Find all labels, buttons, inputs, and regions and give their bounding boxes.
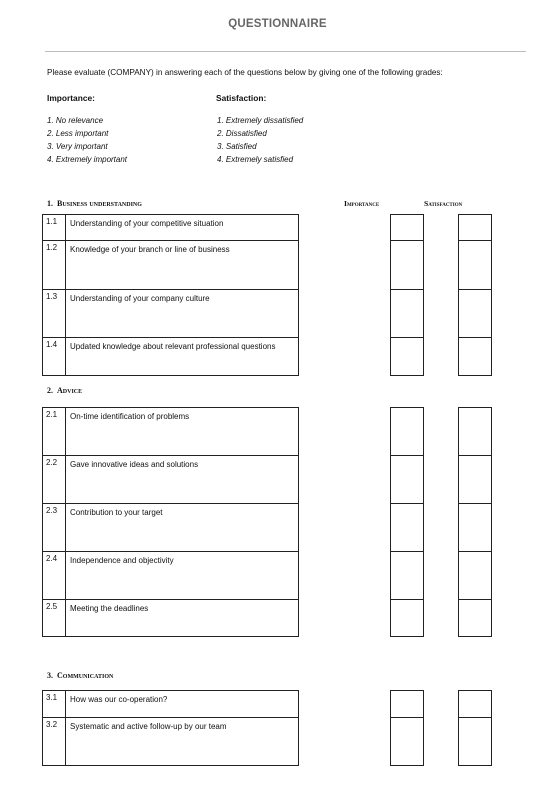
question-text: Understanding of your company culture xyxy=(70,294,210,303)
question-text: On-time identification of problems xyxy=(70,412,190,421)
question-row xyxy=(42,455,299,504)
section-heading: 2. Advice xyxy=(47,386,83,395)
importance-rating-box[interactable] xyxy=(390,455,424,504)
page-title: QUESTIONNAIRE xyxy=(228,18,327,30)
question-number: 2.3 xyxy=(43,504,66,551)
question-text: Understanding of your competitive situation xyxy=(70,219,224,228)
satisfaction-scale-item: 4. Extremely satisfied xyxy=(217,155,294,164)
intro-text: Please evaluate (COMPANY) in answering each of the questions below by giving one of the following grades: xyxy=(47,68,443,77)
question-text: Independence and objectivity xyxy=(70,556,174,565)
importance-rating-box[interactable] xyxy=(390,717,424,766)
question-text: Systematic and active follow-up by our team xyxy=(70,722,227,731)
question-number: 2.4 xyxy=(43,552,66,599)
question-text: Knowledge of your branch or line of business xyxy=(70,245,230,254)
importance-scale-item: 4. Extremely important xyxy=(47,155,128,164)
question-text: Gave innovative ideas and solutions xyxy=(70,460,199,469)
question-number: 3.1 xyxy=(43,691,66,717)
satisfaction-rating-box[interactable] xyxy=(458,337,492,376)
satisfaction-rating-box[interactable] xyxy=(458,599,492,637)
importance-rating-box[interactable] xyxy=(390,337,424,376)
satisfaction-scale xyxy=(217,114,303,166)
importance-scale-item: 3. Very important xyxy=(47,142,108,151)
question-text: Contribution to your target xyxy=(70,508,163,517)
satisfaction-scale-item: 3. Satisfied xyxy=(217,142,257,151)
question-number: 1.2 xyxy=(43,241,66,289)
importance-scale xyxy=(47,114,127,166)
question-row xyxy=(42,503,299,552)
question-text: Updated knowledge about relevant professional questions xyxy=(70,342,276,351)
satisfaction-scale-item: 1. Extremely dissatisfied xyxy=(217,116,304,125)
satisfaction-rating-box[interactable] xyxy=(458,407,492,456)
question-number: 3.2 xyxy=(43,718,66,765)
question-row xyxy=(42,717,299,766)
satisfaction-rating-box[interactable] xyxy=(458,240,492,290)
question-number: 2.1 xyxy=(43,408,66,455)
question-number: 2.2 xyxy=(43,456,66,503)
question-number: 1.4 xyxy=(43,338,66,375)
satisfaction-rating-box[interactable] xyxy=(458,214,492,241)
question-number: 2.5 xyxy=(43,600,66,636)
column-header-importance: Importance xyxy=(344,199,380,208)
importance-rating-box[interactable] xyxy=(390,214,424,241)
importance-rating-box[interactable] xyxy=(390,503,424,552)
question-row xyxy=(42,551,299,600)
satisfaction-rating-box[interactable] xyxy=(458,503,492,552)
question-text: Meeting the deadlines xyxy=(70,604,149,613)
satisfaction-rating-box[interactable] xyxy=(458,690,492,718)
question-number: 1.3 xyxy=(43,290,66,337)
column-header-satisfaction: Satisfaction xyxy=(424,199,463,208)
satisfaction-rating-box[interactable] xyxy=(458,289,492,338)
question-row xyxy=(42,289,299,338)
importance-rating-box[interactable] xyxy=(390,551,424,600)
question-row xyxy=(42,690,299,718)
importance-rating-box[interactable] xyxy=(390,240,424,290)
satisfaction-rating-box[interactable] xyxy=(458,551,492,600)
question-number: 1.1 xyxy=(43,215,66,240)
question-row xyxy=(42,337,299,376)
importance-rating-box[interactable] xyxy=(390,289,424,338)
question-row xyxy=(42,599,299,637)
importance-rating-box[interactable] xyxy=(390,407,424,456)
importance-heading: Importance: xyxy=(47,93,95,103)
satisfaction-rating-box[interactable] xyxy=(458,455,492,504)
importance-scale-item: 1. No relevance xyxy=(47,116,104,125)
satisfaction-heading: Satisfaction: xyxy=(216,93,267,103)
question-row xyxy=(42,240,299,290)
importance-rating-box[interactable] xyxy=(390,599,424,637)
satisfaction-rating-box[interactable] xyxy=(458,717,492,766)
section-heading: 3. Communication xyxy=(47,671,114,680)
question-row xyxy=(42,214,299,241)
title-divider xyxy=(45,51,526,52)
section-heading: 1. Business understanding xyxy=(47,199,142,208)
question-text: How was our co-operation? xyxy=(70,695,168,704)
question-row xyxy=(42,407,299,456)
importance-rating-box[interactable] xyxy=(390,690,424,718)
importance-scale-item: 2. Less important xyxy=(47,129,109,138)
satisfaction-scale-item: 2. Dissatisfied xyxy=(217,129,267,138)
